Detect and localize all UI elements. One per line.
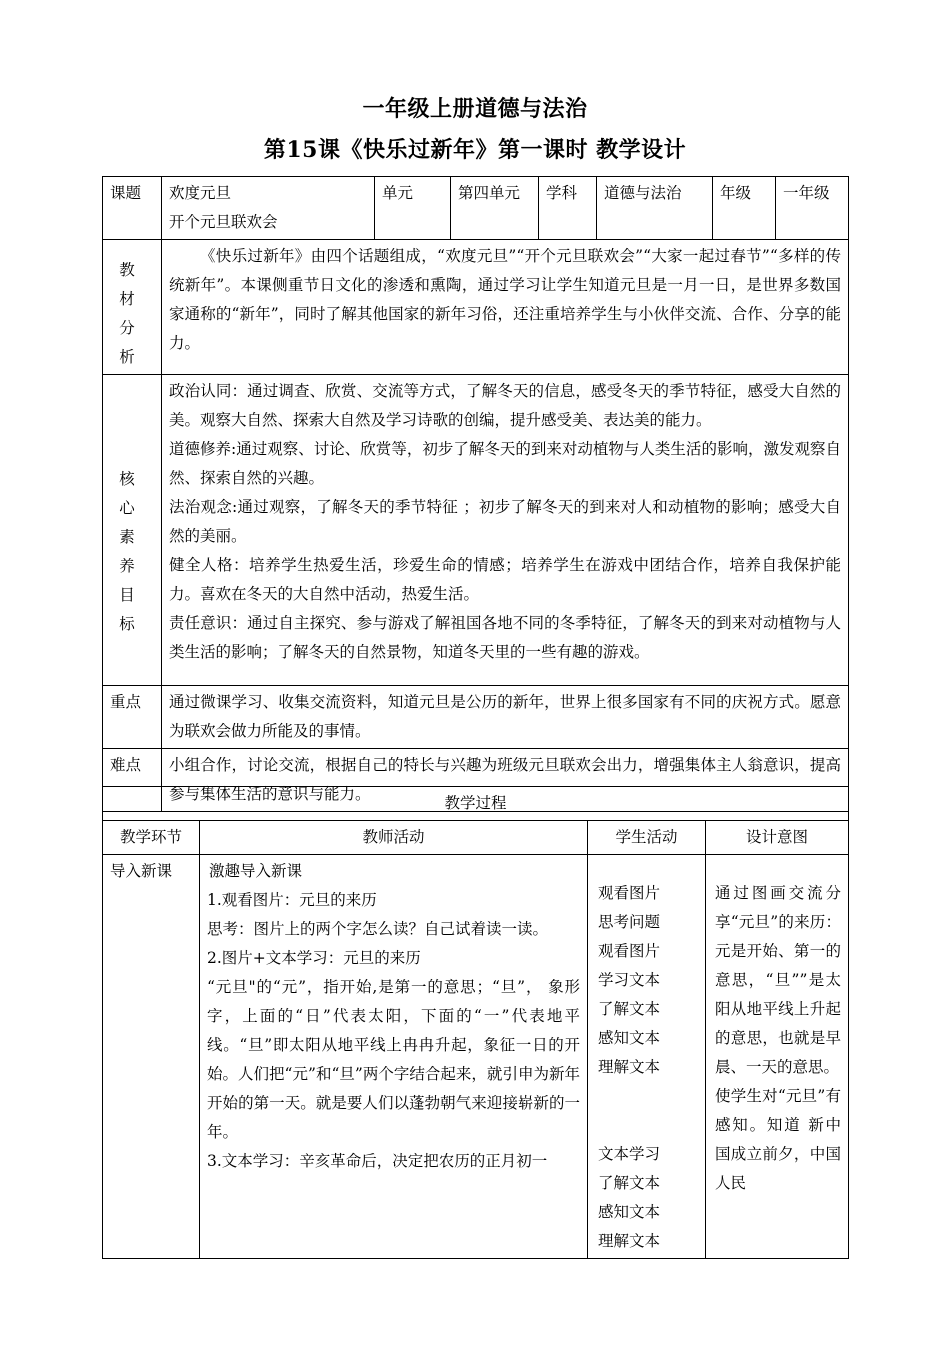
subject-value: 道德与法治: [597, 177, 713, 240]
student-item: 理解文本: [598, 1232, 661, 1250]
lesson-info-table: [102, 176, 849, 812]
student-item: 观看图片: [598, 942, 661, 960]
design-intent: [706, 855, 849, 1259]
process-intro-row: [103, 855, 849, 1259]
design-intent-1: 通过图画交流分享“元旦”的来历：元是开始、第一的意思，“旦””是太阳从地平线上升起的意思，也就是早晨、一天的意思。: [715, 884, 842, 1076]
core-goals-label: [103, 375, 162, 686]
analysis-label: [103, 240, 162, 375]
student-item: 了解文本: [598, 1000, 661, 1018]
student-item: 了解文本: [598, 1174, 661, 1192]
col-student: 学生活动: [588, 821, 706, 855]
key-point-row: [103, 686, 849, 749]
process-header: 教学过程: [103, 787, 849, 821]
topic-value: [162, 177, 375, 240]
analysis-label-1: 教 材: [119, 261, 145, 308]
grade-label: 年级: [713, 177, 776, 240]
subject-label: 学科: [539, 177, 597, 240]
teacher-line-1: 激趣导入新课: [209, 862, 303, 880]
process-header-row: [103, 787, 849, 821]
design-intent-2: 使学生对“元旦”有感知。知道 新中国成立前夕，中国人民: [715, 1087, 842, 1192]
teacher-line-4: 2.图片+文本学习：元旦的来历: [207, 949, 421, 967]
document-title: 一年级上册道德与法治: [362, 96, 588, 122]
goal-personality: 健全人格：培养学生热爱生活，珍爱生命的情感；培养学生在游戏中团结合作，培养自我保护能力。喜欢在冬天的大自然中活动，热爱生活。: [169, 556, 841, 603]
student-item: 感知文本: [598, 1029, 661, 1047]
goal-responsibility: 责任意识：通过自主探究、参与游戏了解祖国各地不同的冬季特征，了解冬天的到来对动植物与人类生活的影响；了解冬天的自然景物，知道冬天里的一些有趣的游戏。: [169, 614, 841, 661]
key-point-label: 重点: [103, 686, 162, 749]
core-label-2: 素 养: [119, 528, 145, 575]
col-stage: 教学环节: [103, 821, 200, 855]
grade-value: 一年级: [776, 177, 849, 240]
col-teacher: 教师活动: [200, 821, 588, 855]
goal-moral: 道德修养:通过观察、讨论、欣赏等，初步了解冬天的到来对动植物与人类生活的影响，激发观察自然、探索自然的兴趣。: [169, 440, 841, 487]
core-goals-text: [162, 375, 849, 686]
student-item: 观看图片: [598, 884, 661, 902]
student-item: 理解文本: [598, 1058, 661, 1076]
col-design: 设计意图: [706, 821, 849, 855]
core-label-3: 目 标: [119, 586, 145, 633]
core-goals-row: [103, 375, 849, 686]
topic-row: [103, 177, 849, 240]
goal-political: 政治认同：通过调查、欣赏、交流等方式，了解冬天的信息，感受冬天的季节特征，感受大自然的美。观察大自然、探索大自然及学习诗歌的创编，提升感受美、表达美的能力。: [169, 382, 841, 429]
student-item: 感知文本: [598, 1203, 661, 1221]
teaching-process-table: [102, 786, 849, 1259]
student-item: 文本学习: [598, 1145, 661, 1163]
student-item: 学习文本: [598, 971, 661, 989]
document-subtitle: 第15课《快乐过新年》第一课时 教学设计: [263, 137, 687, 163]
topic-label: 课题: [103, 177, 162, 240]
stage-cell: 导入新课: [103, 855, 200, 1259]
difficulty-label: 难点: [103, 749, 162, 812]
difficulty-text: 小组合作，讨论交流，根据自己的特长与兴趣为班级元旦联欢会出力，增强集体主人翁意识，提高参与集体生活的意识与能力。: [162, 749, 849, 812]
analysis-text: 《快乐过新年》由四个话题组成，“欢度元旦”“开个元旦联欢会”“大家一起过春节”“多样的传统新年”。本课侧重节日文化的渗透和熏陶，通过学习让学生知道元旦是一月一日，是世界多数国家通称的“新年”，同时了解其他国家的新年习俗，还注重培养学生与小伙伴交流、合作、分享的能力。: [162, 240, 849, 375]
student-activity: [588, 855, 706, 1259]
analysis-row: [103, 240, 849, 375]
unit-value: 第四单元: [451, 177, 539, 240]
teacher-line-2: 1.观看图片：元旦的来历: [207, 891, 377, 909]
goal-law: 法治观念:通过观察，了解冬天的季节特征 ；初步了解冬天的到来对人和动植物的影响；感受大自然的美丽。: [169, 498, 841, 545]
teacher-activity: [200, 855, 588, 1259]
process-columns-row: [103, 821, 849, 855]
core-label-1: 核 心: [119, 470, 145, 517]
teacher-line-6: 3.文本学习：辛亥革命后，决定把农历的正月初一: [207, 1152, 548, 1170]
teacher-line-3: 思考：图片上的两个字怎么读？自己试着读一读。: [207, 920, 549, 938]
student-item: 思考问题: [598, 913, 661, 931]
topic-value-1: 欢度元旦: [169, 184, 232, 202]
unit-label: 单元: [375, 177, 451, 240]
teacher-line-5: “元旦"的“元”，指开始,是第一的意思；“旦”， 象形字，上面的“日”代表太阳，下面的“一”代表地平线。“旦”即太阳从地平线上冉冉升起，象征一日的开始。人们把“元”和“旦”两个字结合起来，就引申为新年开始的第一天。就是要人们以蓬勃朝气来迎接崭新的一年。: [207, 978, 580, 1141]
analysis-label-2: 分 析: [119, 319, 145, 366]
key-point-text: 通过微课学习、收集交流资料，知道元旦是公历的新年，世界上很多国家有不同的庆祝方式。愿意为联欢会做力所能及的事情。: [162, 686, 849, 749]
topic-value-2: 开个元旦联欢会: [169, 213, 278, 231]
